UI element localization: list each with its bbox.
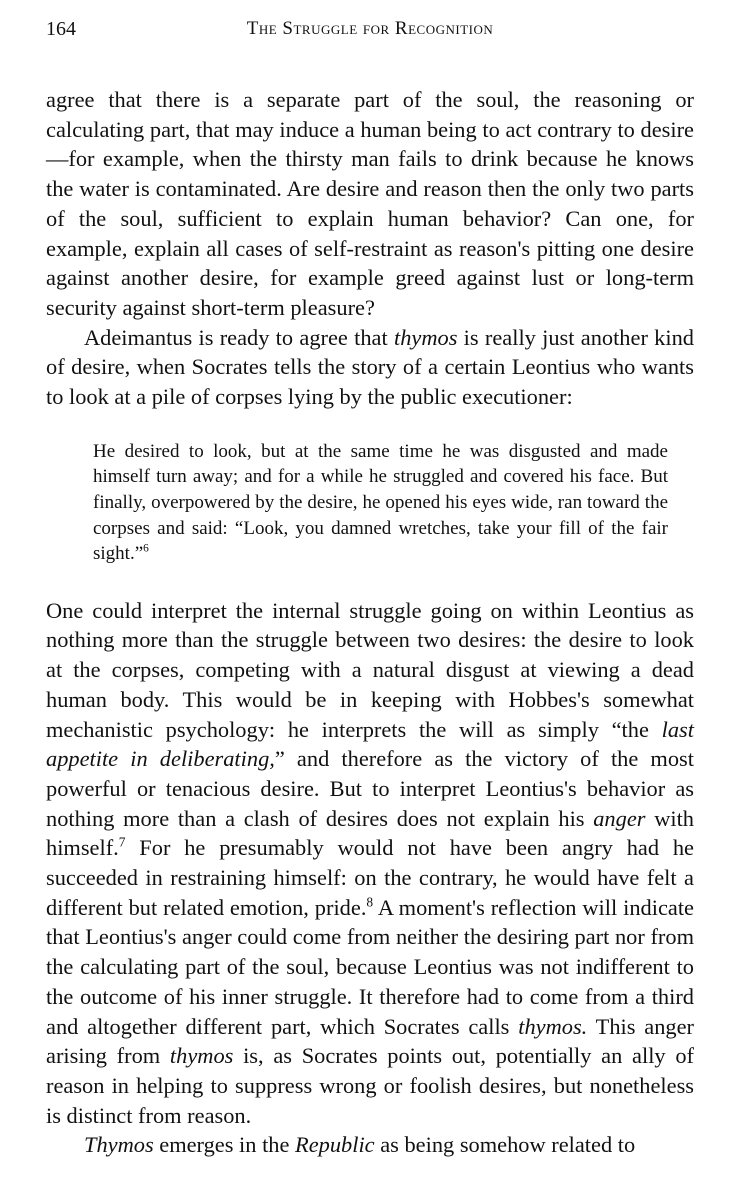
italic-term: anger <box>593 805 646 831</box>
text-run: A moment's reflection will indicate that Leontius's anger could come from neither the desiring part nor from the calculating part of the soul, because Leontius was not indifferent to the outcome of his inner struggle. It therefore had to come from a third and altogether different part, which Socrates calls <box>46 894 694 1039</box>
text-run: as being somehow related to <box>374 1132 636 1158</box>
paragraph-4 <box>46 1130 694 1160</box>
page-number: 164 <box>46 18 76 40</box>
footnote-marker-6: 6 <box>143 542 149 555</box>
footnote-marker-7: 7 <box>118 834 126 850</box>
paragraph-1: agree that there is a separate part of the soul, the reasoning or calculating part, that may induce a human being to act contrary to desire—for example, when the thirsty man fails to drink because he knows the water is contaminated. Are desire and reason then the only two parts of the soul, sufficient to explain human behavior? Can one, for example, explain all cases of self-restraint as reason's pitting one desire against another desire, for example greed against lust or long-term security against short-term pleasure? <box>46 87 694 320</box>
text-run: Adeimantus is ready to agree that <box>84 324 394 350</box>
text-run: emerges in the <box>153 1132 296 1158</box>
italic-phrase: last appetite in deliberating, <box>46 716 694 772</box>
body-text <box>46 85 694 1160</box>
text-run: For he presumably would not have been angry had he succeeded in restraining himself: on the contrary, he would have felt a different but related emotion, pride. <box>46 835 694 920</box>
paragraph-3 <box>46 596 694 1131</box>
italic-term: Thymos <box>84 1132 154 1158</box>
running-head <box>46 14 694 44</box>
book-page <box>46 14 694 1160</box>
text-run: is really just another kind of desire, when Socrates tells the story of a certain Leontius who wants to look at a pile of corpses lying by the public executioner: <box>46 324 694 410</box>
text-run: ” and therefore as the victory of the most powerful or tenacious desire. But to interpret Leontius's behavior as nothing more than a clash of desires does not explain his <box>46 746 694 831</box>
footnote-marker-8: 8 <box>366 894 374 909</box>
italic-term: thymos. <box>518 1013 588 1039</box>
text-run: with himself. <box>46 805 694 861</box>
italic-title: Republic <box>295 1132 375 1158</box>
running-title: The Struggle for Recognition <box>246 18 494 39</box>
italic-term: thymos <box>169 1043 234 1069</box>
text-run: is, as Socrates points out, potentially an ally of reason in helping to suppress wrong or foolish desires, but nonetheless is distinct from reason. <box>46 1043 694 1128</box>
quote-text: He desired to look, but at the same time he was disgusted and made himself turn away; and for a while he struggled and covered his face. But finally, overpowered by the desire, he opened his eyes wide, ran toward the corpses and said: “Look, you damned wretches, take your fill of the fair sight.” <box>93 440 668 565</box>
text-run: This anger arising from <box>46 1013 694 1069</box>
italic-term: thymos <box>393 324 458 350</box>
block-quote <box>93 439 668 567</box>
paragraph-2 <box>46 323 694 412</box>
text-run: One could interpret the internal struggle going on within Leontius as nothing more than the struggle between two desires: the desire to look at the corpses, competing with a natural disgust at viewing a dead human body. This would be in keeping with Hobbes's somewhat mechanistic psychology: he interprets the will as simply “the <box>46 597 694 742</box>
